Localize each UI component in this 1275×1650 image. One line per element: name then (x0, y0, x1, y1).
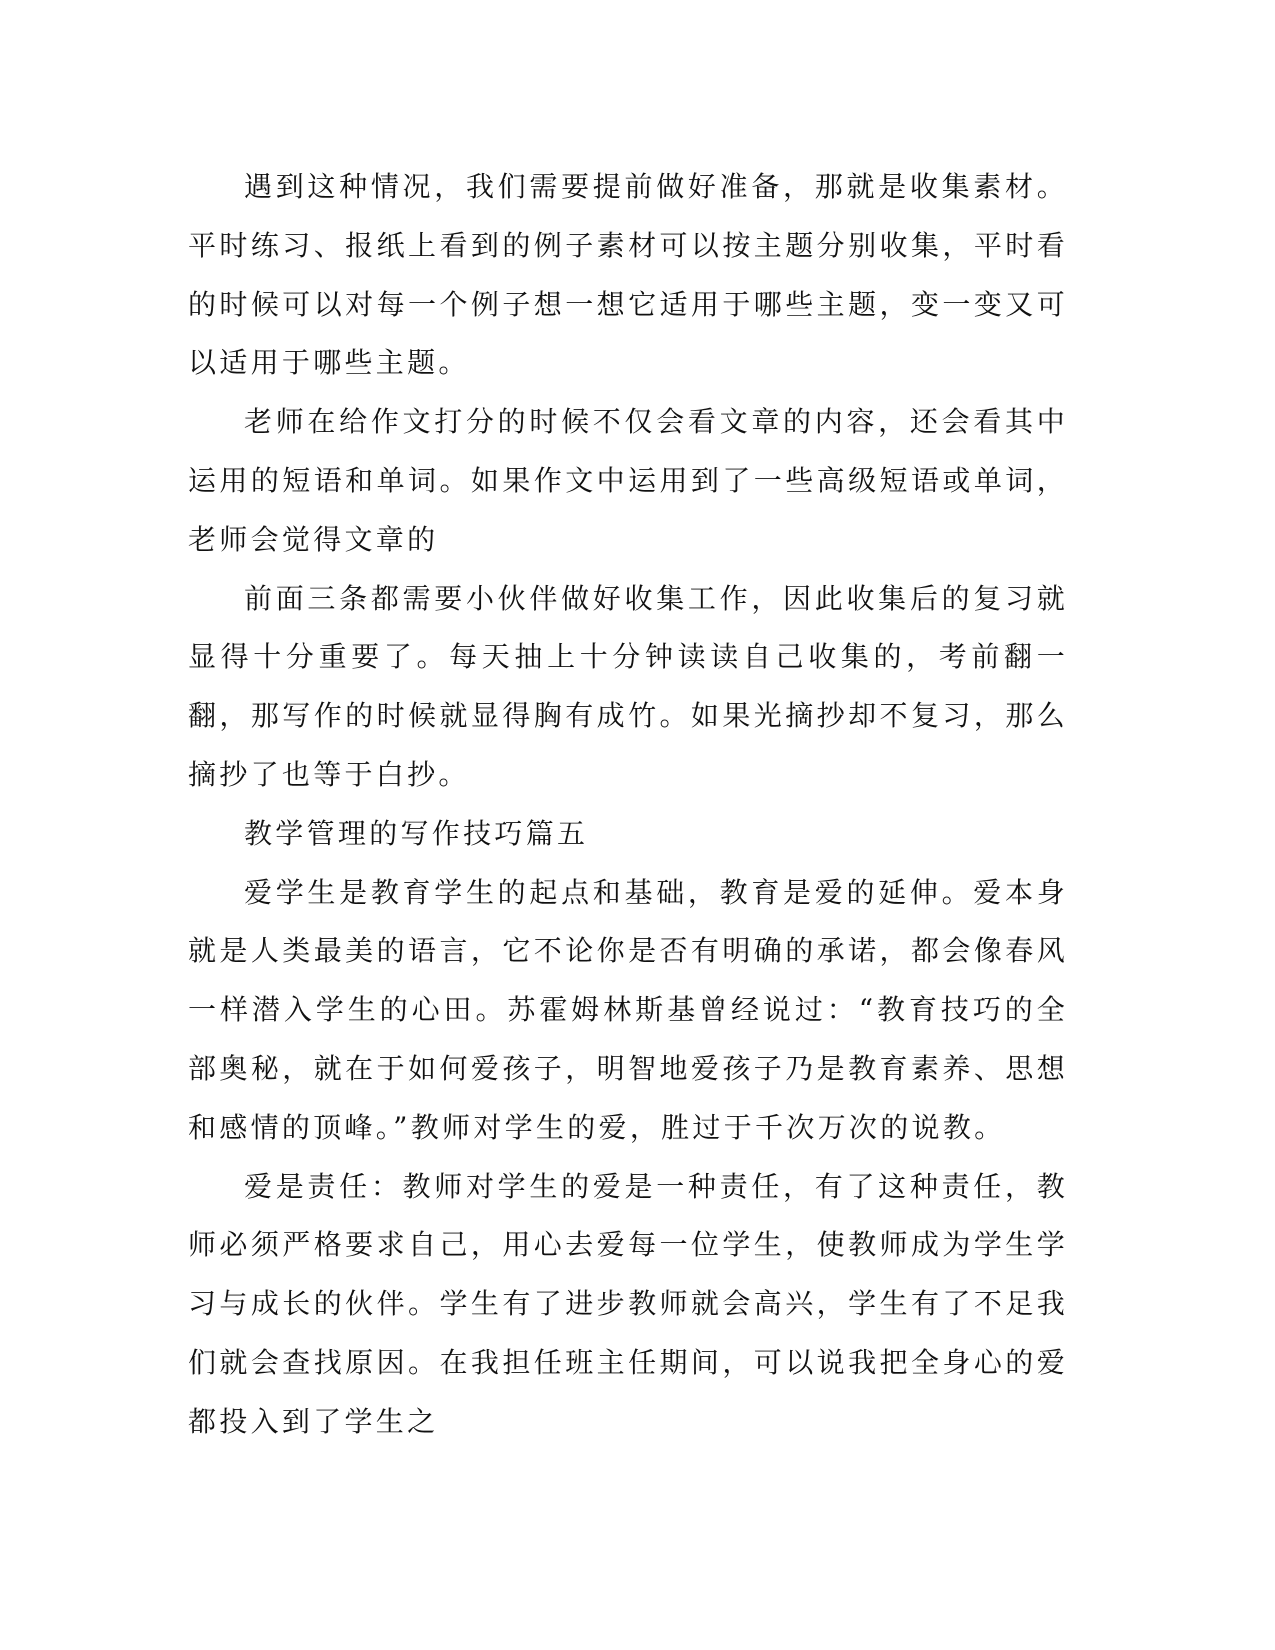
document-body (188, 158, 1068, 1452)
paragraph-collect-materials: 遇到这种情况，我们需要提前做好准备，那就是收集素材。平时练习、报纸上看到的例子素材可以按主题分别收集，平时看的时候可以对每一个例子想一想它适用于哪些主题，变一变又可以适用于哪些主题。 (188, 170, 1068, 380)
section-heading: 教学管理的写作技巧篇五 (244, 816, 589, 850)
paragraph-love-students: 爱学生是教育学生的起点和基础，教育是爱的延伸。爱本身就是人类最美的语言，它不论你是否有明确的承诺，都会像春风一样潜入学生的心田。苏霍姆林斯基曾经说过：“教育技巧的全部奥秘，就在于如何爱孩子，明智地爱孩子乃是教育素养、思想和感情的顶峰。”教师对学生的爱，胜过于千次万次的说教。 (188, 875, 1068, 1144)
paragraph-love-responsibility: 爱是责任：教师对学生的爱是一种责任，有了这种责任，教师必须严格要求自己，用心去爱每一位学生，使教师成为学生学习与成长的伙伴。学生有了进步教师就会高兴，学生有了不足我们就会查找原因。在我担任班主任期间，可以说我把全身心的爱都投入到了学生之 (188, 1169, 1068, 1438)
paragraph-advanced-vocabulary: 老师在给作文打分的时候不仅会看文章的内容，还会看其中运用的短语和单词。如果作文中运用到了一些高级短语或单词，老师会觉得文章的 (188, 405, 1068, 556)
paragraph-review-importance: 前面三条都需要小伙伴做好收集工作，因此收集后的复习就显得十分重要了。每天抽上十分钟读读自己收集的，考前翻一翻，那写作的时候就显得胸有成竹。如果光摘抄却不复习，那么摘抄了也等于白抄。 (188, 581, 1068, 791)
